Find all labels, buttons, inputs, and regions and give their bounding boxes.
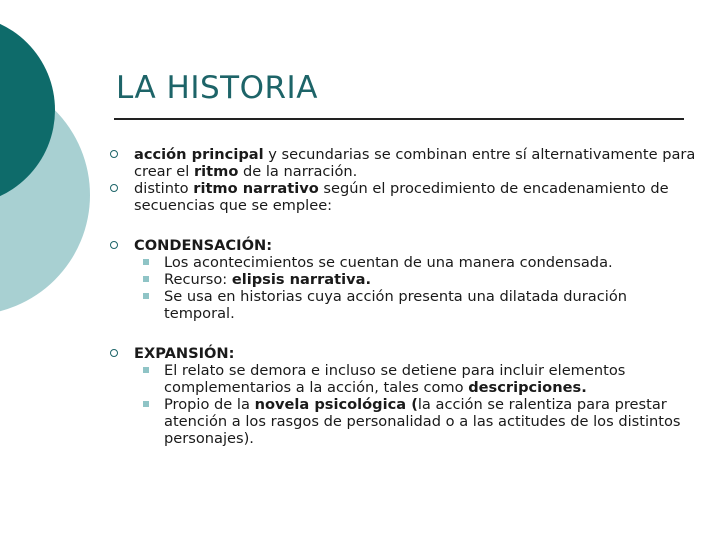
slide-title: LA HISTORIA — [116, 70, 318, 106]
bold-text: acción principal — [134, 146, 264, 163]
text: Recurso: — [164, 271, 232, 288]
sub-item — [110, 271, 700, 288]
sub-item — [110, 362, 700, 396]
sub-item — [110, 396, 700, 447]
bold-text: . — [581, 379, 587, 396]
list-item-expansion — [110, 345, 700, 362]
circle-bullet-icon — [110, 349, 118, 357]
decorative-circles — [0, 0, 120, 320]
slide-content — [110, 146, 700, 447]
title-divider — [114, 118, 684, 120]
text: y secundarias se combinan entre sí alternativamente para crear el — [134, 146, 696, 180]
text: Los acontecimientos se cuentan de una manera condensada. — [164, 254, 613, 271]
text: según el procedimiento de encadenamiento de secuencias que se emplee: — [134, 180, 669, 214]
circle-bullet-icon — [110, 241, 118, 249]
list-item-condensacion — [110, 237, 700, 254]
circle-bullet-icon — [110, 184, 118, 192]
list-item — [110, 146, 700, 180]
text: la acción se ralentiza para prestar atención a los rasgos de personalidad o a las actitudes de los distintos personajes). — [164, 396, 681, 447]
sub-item — [110, 254, 700, 271]
square-bullet-icon — [143, 401, 149, 407]
text: Propio de la — [164, 396, 255, 413]
heading-expansion: EXPANSIÓN: — [134, 345, 235, 362]
bold-text: novela psicológica ( — [254, 396, 418, 413]
square-bullet-icon — [143, 259, 149, 265]
text: de la narración. — [238, 163, 358, 180]
bold-text: . — [365, 271, 371, 288]
list-item — [110, 180, 700, 214]
bold-text: ritmo — [193, 163, 239, 180]
square-bullet-icon — [143, 276, 149, 282]
text: Se usa en historias cuya acción presenta una dilatada duración temporal. — [164, 288, 628, 322]
bold-text: ritmo narrativo — [193, 180, 319, 197]
square-bullet-icon — [143, 293, 149, 299]
text: distinto — [134, 180, 194, 197]
heading-condensacion: CONDENSACIÓN: — [134, 237, 273, 254]
square-bullet-icon — [143, 367, 149, 373]
sub-item — [110, 288, 700, 322]
bold-text: descripciones — [468, 379, 582, 396]
text: El relato se demora e incluso se detiene para incluir elementos complementarios a la acción, tales como — [164, 362, 626, 396]
circle-bullet-icon — [110, 150, 118, 158]
bold-text: elipsis narrativa — [231, 271, 366, 288]
